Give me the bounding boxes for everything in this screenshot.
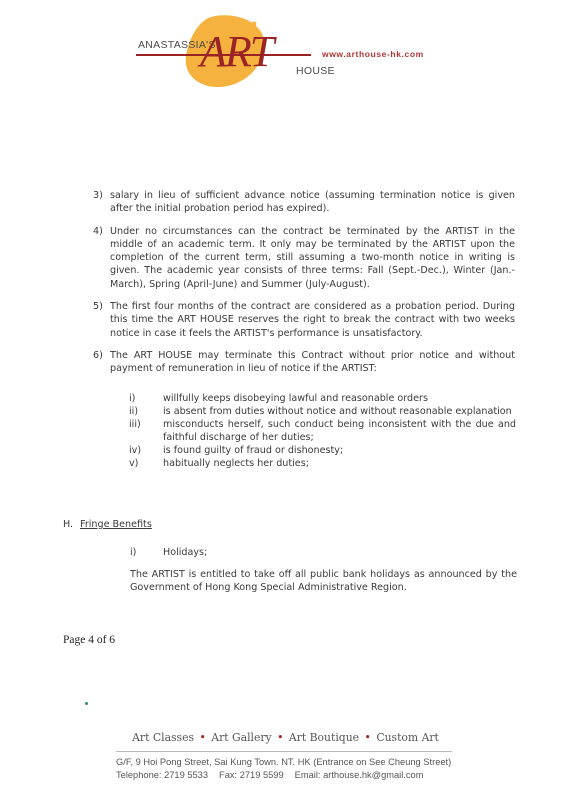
service-item: Art Classes [132, 731, 195, 744]
stray-mark [85, 702, 88, 705]
service-item: Art Gallery [211, 731, 272, 744]
list-item-text: willfully keeps disobeying lawful and reasonable orders [163, 393, 428, 404]
art-house-logo [136, 12, 436, 92]
website-url: www.arthouse-hk.com [322, 49, 424, 59]
clause-text: The first four months of the contract are considered as a probation period. During this time the ART HOUSE reserves the right to break the contract with two weeks notice in case it feels the ARTIST's performance is unsatisfactory. [110, 301, 515, 339]
holidays-number: i) [130, 547, 137, 558]
holidays-label: Holidays; [163, 547, 208, 558]
clause-item [93, 349, 515, 376]
footer-address: G/F, 9 Hoi Pong Street, Sai Kung Town. NT. HK (Entrance on See Cheung Street) [116, 757, 452, 767]
section-letter: H. [63, 519, 74, 530]
separator-dot: • [364, 731, 371, 744]
clause-item [93, 225, 515, 291]
clause-item [93, 300, 515, 340]
services-line [0, 731, 571, 744]
service-item: Art Boutique [288, 731, 360, 744]
termination-grounds-list [129, 392, 516, 470]
list-item [129, 457, 516, 470]
clause-number: 3) [93, 190, 103, 201]
list-item-text: is absent from duties without notice and without reasonable explanation [163, 406, 512, 417]
separator-dot: • [199, 731, 206, 744]
list-item-number: i) [129, 393, 136, 404]
clause-number: 5) [93, 301, 103, 313]
list-item-number: iv) [129, 445, 142, 456]
service-item: Custom Art [376, 731, 439, 744]
footer-telephone: Telephone: 2719 5533 [116, 770, 209, 780]
clause-text: Under no circumstances can the contract be terminated by the ARTIST in the middle of an academic term. It only may be terminated by the ARTIST upon the completion of the current term, still assuming a two-month notice in writing is given. The academic year consists of three terms: Fall (Sept.-Dec.), Winter (Jan.-March), Spring (April-June) and Summer (July-August). [110, 225, 515, 290]
list-item [129, 418, 516, 444]
termination-clauses [93, 189, 515, 385]
list-item-text: misconducts herself, such conduct being inconsistent with the due and faithful discharge of her duties; [163, 419, 516, 443]
clause-text: The ART HOUSE may terminate this Contract without prior notice and without payment of remuneration in lieu of notice if the ARTIST: [110, 349, 515, 375]
separator-dot: • [277, 731, 284, 744]
brand-name-left: ANASTASSIA'S [138, 39, 216, 51]
list-item-number: v) [129, 458, 139, 469]
clause-item [93, 189, 515, 216]
list-item-number: ii) [129, 406, 139, 417]
clause-number: 6) [93, 349, 103, 361]
footer-contact [116, 756, 456, 782]
holidays-heading [130, 547, 207, 558]
holidays-text: The ARTIST is entitled to take off all public bank holidays as announced by the Government of Hong Kong Special Administrative Region. [130, 569, 517, 594]
page-number: Page 4 of 6 [63, 634, 116, 646]
list-item [129, 392, 516, 405]
brand-name-art: ART [200, 27, 273, 76]
list-item-text: habitually neglects her duties; [163, 458, 309, 469]
footer-contact-line [116, 769, 456, 782]
list-item [129, 405, 516, 418]
brand-name-right: HOUSE [296, 65, 335, 77]
section-heading [63, 519, 152, 530]
clause-number: 4) [93, 225, 103, 237]
list-item [129, 444, 516, 457]
section-title: Fringe Benefits [80, 519, 152, 530]
footer-divider [116, 751, 452, 752]
footer-fax: Fax: 2719 5599 [219, 770, 284, 780]
list-item-number: iii) [129, 419, 141, 430]
list-item-text: is found guilty of fraud or dishonesty; [163, 445, 344, 456]
footer-email: Email: arthouse.hk@gmail.com [294, 770, 424, 780]
clause-text: salary in lieu of sufficient advance notice (assuming termination notice is given after the initial probation period has expired). [110, 190, 515, 215]
